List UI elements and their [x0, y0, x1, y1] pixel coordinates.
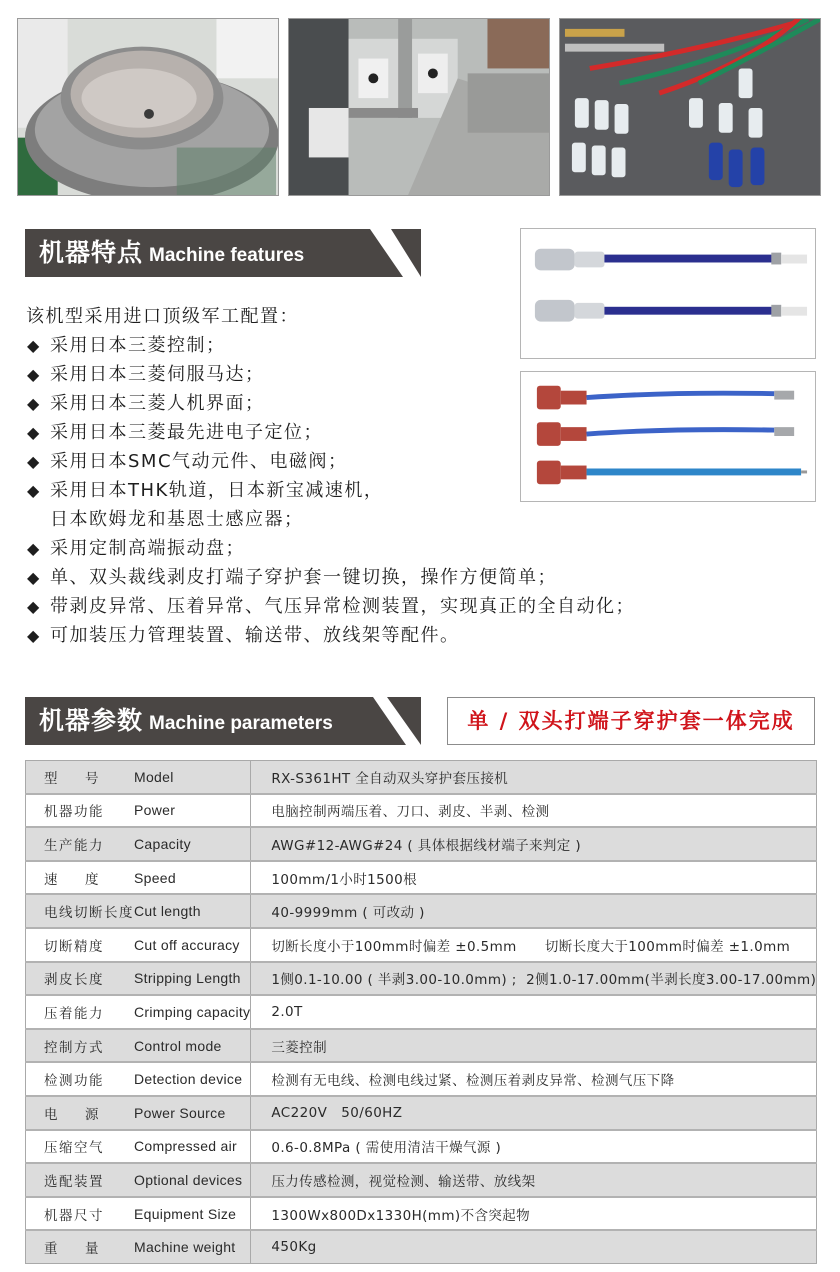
param-label-cn: 压缩空气	[26, 1130, 135, 1164]
param-value: 压力传感检测，视觉检测、输送带、放线架	[251, 1163, 817, 1197]
table-row	[26, 1163, 817, 1197]
table-row	[26, 761, 817, 794]
table-row	[26, 1062, 817, 1096]
param-value: 1300Wx800Dx1330H(mm)不含突起物	[251, 1197, 817, 1231]
table-row	[26, 962, 817, 996]
param-label-cn: 切断精度	[26, 928, 135, 962]
diamond-bullet-icon: ◆	[27, 481, 41, 500]
param-value: AWG#12-AWG#24 ( 具体根据线材端子来判定 )	[251, 827, 817, 861]
param-label-en: Cut off accuracy	[134, 928, 251, 962]
param-label-en: Compressed air	[134, 1130, 251, 1164]
features-heading-en: Machine features	[149, 245, 305, 266]
param-label-cn	[26, 1096, 135, 1130]
sleeved-wire-1	[535, 249, 807, 271]
param-label-cn-char: 度	[85, 871, 100, 888]
param-label-cn-char: 量	[85, 1241, 100, 1258]
crimping-mechanism-photo	[288, 18, 550, 196]
terminals-and-sleeves-photo	[559, 18, 821, 196]
param-label-en: Cut length	[134, 894, 251, 928]
param-label-cn: 压着能力	[26, 995, 135, 1029]
param-label-en: Power	[134, 794, 251, 828]
parameters-heading-cn: 机器参数	[39, 706, 144, 735]
table-row	[26, 1096, 817, 1130]
param-label-cn: 生产能力	[26, 827, 135, 861]
param-label-en: Machine weight	[134, 1230, 251, 1263]
features-section-banner	[25, 229, 421, 277]
param-label-cn: 电线切断长度	[26, 894, 135, 928]
param-value: 0.6-0.8MPa ( 需使用清洁干燥气源 )	[251, 1130, 817, 1164]
param-label-cn-char: 电	[44, 1106, 59, 1123]
table-row	[26, 794, 817, 828]
param-label-en: Control mode	[134, 1029, 251, 1063]
sleeved-wire-2	[535, 300, 807, 322]
feature-item	[26, 534, 686, 563]
param-label-en: Power Source	[134, 1096, 251, 1130]
param-label-cn: 选配装置	[26, 1163, 135, 1197]
param-label-en: Model	[134, 761, 251, 794]
feature-text: 带剥皮异常、压着异常、气压异常检测装置，实现真正的全自动化；	[50, 596, 635, 617]
param-label-en: Crimping capacity	[134, 995, 251, 1029]
feature-item	[26, 563, 686, 592]
table-row	[26, 1130, 817, 1164]
param-value: 1侧0.1-10.00 ( 半剥3.00-10.0mm) ; 2侧1.0-17.00mm(半剥长度3.00-17.00mm)	[251, 962, 817, 996]
table-row	[26, 894, 817, 928]
param-label-cn-char: 型	[44, 770, 59, 787]
diamond-bullet-icon: ◆	[27, 336, 41, 355]
param-value: 三菱控制	[251, 1029, 817, 1063]
param-label-en: Speed	[134, 861, 251, 895]
table-row	[26, 827, 817, 861]
diamond-bullet-icon: ◆	[27, 423, 41, 442]
param-value: 100mm/1小时1500根	[251, 861, 817, 895]
parameters-section-banner	[25, 697, 421, 745]
table-row	[26, 1230, 817, 1263]
feature-text: 采用日本三菱人机界面；	[50, 393, 265, 414]
table-row	[26, 861, 817, 895]
diamond-bullet-icon: ◆	[27, 452, 41, 471]
sample-wires-red-terminals	[520, 371, 816, 502]
param-label-cn	[26, 1230, 135, 1263]
diamond-bullet-icon: ◆	[27, 597, 41, 616]
diamond-bullet-icon: ◆	[27, 365, 41, 384]
param-label-cn: 控制方式	[26, 1029, 135, 1063]
parameters-heading-en: Machine parameters	[149, 713, 333, 734]
feature-text: 采用日本SMC气动元件、电磁阀；	[50, 451, 348, 472]
slogan-box: 单 / 双头打端子穿护套一体完成	[447, 697, 815, 745]
features-heading-cn: 机器特点	[39, 238, 144, 267]
param-label-cn	[26, 861, 135, 895]
param-label-cn: 检测功能	[26, 1062, 135, 1096]
param-value: 电脑控制两端压着、刀口、剥皮、半剥、检测	[251, 794, 817, 828]
param-label-cn	[26, 761, 135, 794]
vibration-bowl-feeder-photo	[17, 18, 279, 196]
table-row	[26, 1029, 817, 1063]
param-value: RX-S361HT 全自动双头穿护套压接机	[251, 761, 817, 794]
param-value: 450Kg	[251, 1230, 817, 1263]
param-value: AC220V 50/60HZ	[251, 1096, 817, 1130]
diamond-bullet-icon: ◆	[27, 568, 41, 587]
features-heading	[39, 229, 304, 277]
param-label-cn: 机器尺寸	[26, 1197, 135, 1231]
feature-text: 单、双头裁线剥皮打端子穿护套一键切换，操作方便简单；	[50, 567, 557, 588]
feature-text-continuation: 日本欧姆龙和基恩士感应器；	[50, 509, 304, 530]
param-value: 检测有无电线、检测电线过紧、检测压着剥皮异常、检测气压下降	[251, 1062, 817, 1096]
param-label-cn-char: 号	[85, 770, 100, 787]
table-row	[26, 1197, 817, 1231]
param-value: 切断长度小于100mm时偏差 ±0.5mm 切断长度大于100mm时偏差 ±1.0mm	[251, 928, 817, 962]
param-label-en: Capacity	[134, 827, 251, 861]
param-label-en: Detection device	[134, 1062, 251, 1096]
param-value: 40-9999mm ( 可改动 )	[251, 894, 817, 928]
param-label-cn-char: 重	[44, 1241, 59, 1258]
param-value: 2.0T	[251, 995, 817, 1029]
parameters-table	[25, 760, 817, 1264]
param-label-cn: 机器功能	[26, 794, 135, 828]
param-label-cn: 剥皮长度	[26, 962, 135, 996]
diamond-bullet-icon: ◆	[27, 626, 41, 645]
feature-item	[26, 621, 686, 650]
sample-wires-insulated-sleeve	[520, 228, 816, 359]
diamond-bullet-icon: ◆	[27, 394, 41, 413]
param-label-cn-char: 速	[44, 871, 59, 888]
diamond-bullet-icon: ◆	[27, 539, 41, 558]
feature-item	[26, 592, 686, 621]
param-label-cn-char: 源	[85, 1106, 100, 1123]
feature-text: 可加装压力管理装置、输送带、放线架等配件。	[50, 625, 460, 646]
feature-text: 采用日本THK轨道，日本新宝减速机，	[50, 480, 384, 501]
features-intro: 该机型采用进口顶级军工配置：	[26, 306, 299, 327]
table-row	[26, 995, 817, 1029]
param-label-en: Equipment Size	[134, 1197, 251, 1231]
table-row	[26, 928, 817, 962]
param-label-en: Stripping Length	[134, 962, 251, 996]
param-label-en: Optional devices	[134, 1163, 251, 1197]
parameters-heading	[39, 697, 333, 745]
feature-text: 采用定制高端振动盘；	[50, 538, 245, 559]
feature-text: 采用日本三菱伺服马达；	[50, 364, 265, 385]
feature-text: 采用日本三菱最先进电子定位；	[50, 422, 323, 443]
feature-text: 采用日本三菱控制；	[50, 335, 226, 356]
